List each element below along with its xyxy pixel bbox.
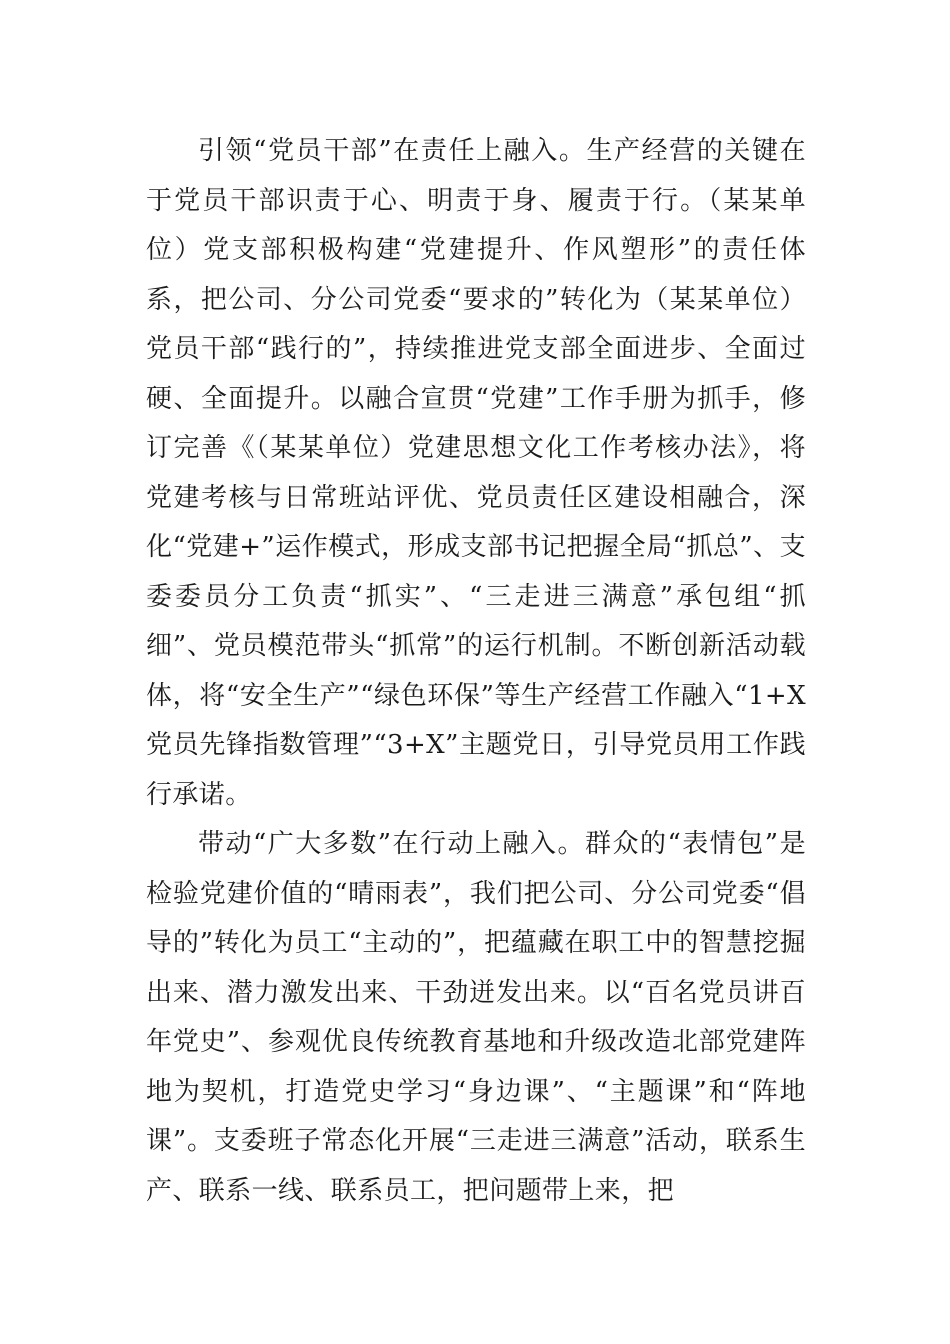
document-body (146, 127, 806, 1216)
paragraph-party-cadres: 引领“党员干部”在责任上融入。生产经营的关键在于党员干部识责于心、明责于身、履责于行。（某某单位）党支部积极构建“党建提升、作风塑形”的责任体系，把公司、分公司党委“要求的”转化为（某某单位）党员干部“践行的”，持续推进党支部全面进步、全面过硬、全面提升。以融合宣贯“党建”工作手册为抓手，修订完善《（某某单位）党建思想文化工作考核办法》，将党建考核与日常班站评优、党员责任区建设相融合，深化“党建+”运作模式，形成支部书记把握全局“抓总”、支委委员分工负责“抓实”、“三走进三满意”承包组“抓细”、党员模范带头“抓常”的运行机制。不断创新活动载体，将“安全生产”“绿色环保”等生产经营工作融入“1+X党员先锋指数管理”“3+X”主题党日，引导党员用工作践行承诺。 (146, 136, 806, 810)
paragraph-majority-action: 带动“广大多数”在行动上融入。群众的“表情包”是检验党建价值的“晴雨表”，我们把公司、分公司党委“倡导的”转化为员工“主动的”，把蕴藏在职工中的智慧挖掘出来、潜力激发出来、干劲迸发出来。以“百名党员讲百年党史”、参观优良传统教育基地和升级改造北部党建阵地为契机，打造党史学习“身边课”、“主题课”和“阵地课”。支委班子常态化开展“三走进三满意”活动，联系生产、联系一线、联系员工，把问题带上来，把 (146, 829, 806, 1206)
